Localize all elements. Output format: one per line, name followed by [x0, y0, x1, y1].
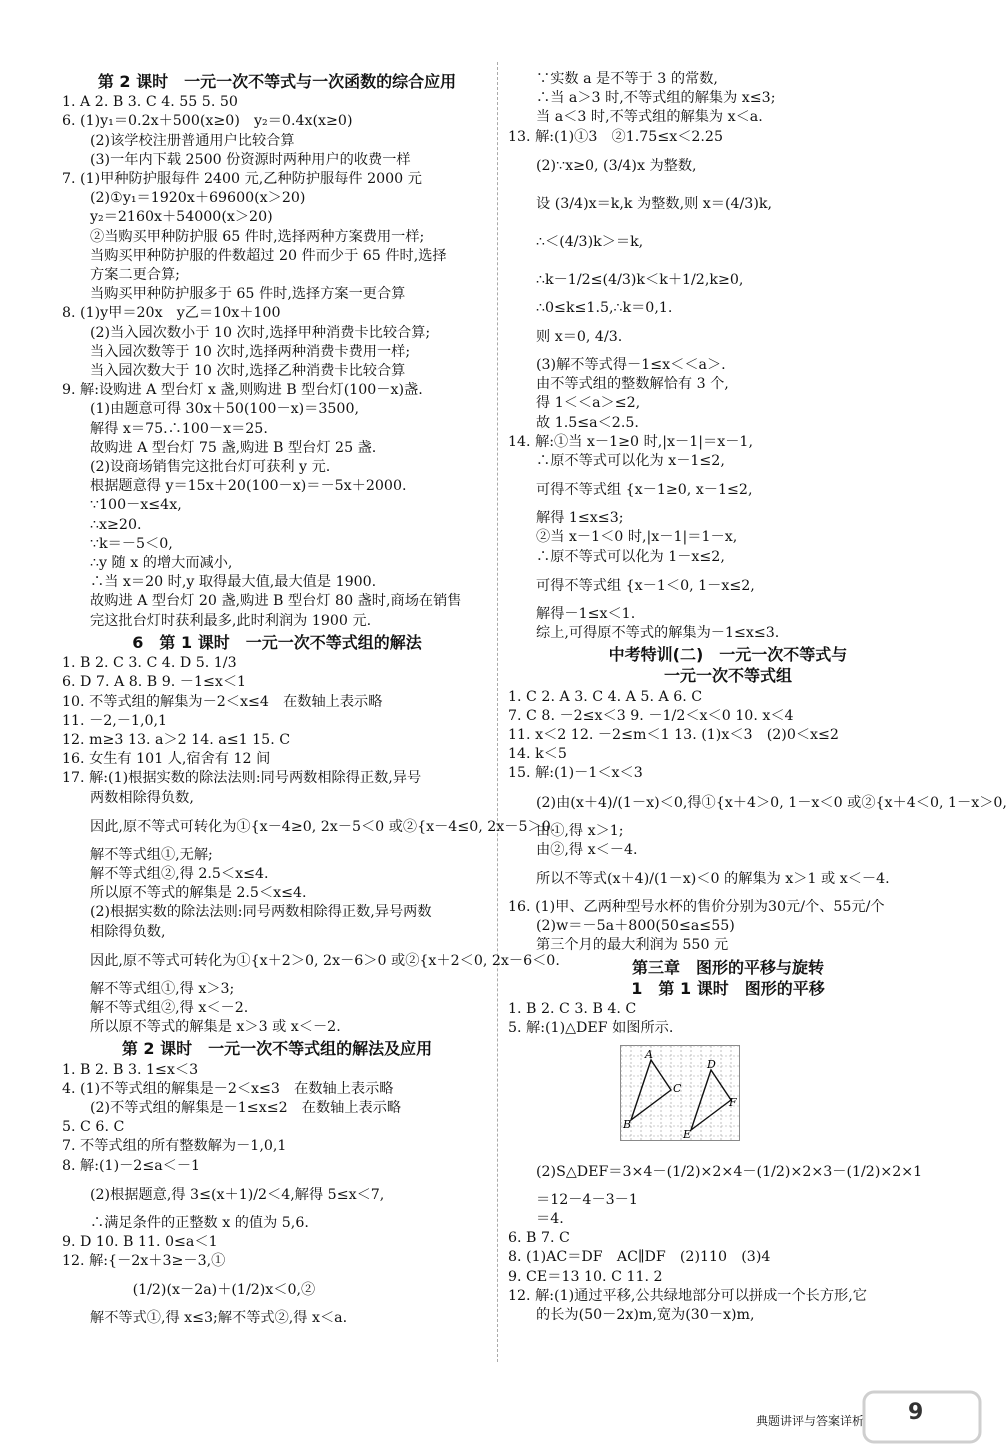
answer-line: 则 x＝0, 4/3.	[536, 329, 623, 346]
answer-line: (2)根据题意,得 3≤(x＋1)/2＜4,解得 5≤x＜7,	[90, 1186, 385, 1203]
answer-line: 解不等式组②,得 2.5＜x≤4.	[90, 865, 269, 882]
answer-line: (2)设商场销售完这批台灯可获利 y 元.	[90, 459, 331, 476]
answer-line: 根据题意得 y＝15x＋20(100－x)＝－5x＋2000.	[90, 478, 407, 495]
answer-line: ∵100－x≤4x,	[90, 497, 182, 514]
answer-line: 故 1.5≤a＜2.5.	[536, 414, 639, 431]
watermark-logo	[862, 1388, 982, 1446]
answer-line: ∴x≥20.	[90, 516, 142, 533]
answer-line: 由①,得 x＞1;	[536, 822, 624, 839]
figure-label-c: C	[673, 1081, 682, 1095]
answer-line: ∴0≤k≤1.5,∴k＝0,1.	[536, 299, 673, 316]
answer-line: 可得不等式组 {x－1＜0, 1－x≤2,	[536, 577, 755, 594]
answer-line: 第三个月的最大利润为 550 元	[536, 937, 729, 954]
page-number: 9	[908, 1400, 924, 1425]
answer-line: (2)不等式组的解集是－1≤x≤2 在数轴上表示略	[90, 1099, 402, 1116]
translation-grid-figure	[620, 1045, 740, 1141]
column-divider	[497, 62, 498, 1362]
answer-line: 当购买甲种防护服的件数超过 20 件而少于 65 件时,选择	[90, 247, 447, 264]
answer-line: 8. (1)AC＝DF AC∥DF (2)110 (3)4	[508, 1249, 771, 1266]
answer-line: ∵k＝－5＜0,	[90, 535, 173, 552]
answer-line: (2)①y₁＝1920x＋69600(x＞20)	[90, 190, 306, 207]
answer-line: ∴当 x＝20 时,y 取得最大值,最大值是 1900.	[90, 574, 377, 591]
answer-line: ∴当 a＞3 时,不等式组的解集为 x≤3;	[536, 90, 776, 107]
answer-line: ∴原不等式可以化为 x－1≤2,	[536, 453, 725, 470]
answer-line: 11. x＜2 12. －2≤m＜1 13. (1)x＜3 (2)0＜x≤2	[508, 727, 839, 744]
answer-line: 当入园次数大于 10 次时,选择乙种消费卡比较合算	[90, 363, 406, 380]
section-heading: 第 2 课时 一元一次不等式组的解法及应用	[121, 1039, 433, 1059]
answer-line: 1. B 2. B 3. 1≤x＜3	[62, 1061, 199, 1078]
answer-line: 解不等式组①,得 x＞3;	[90, 980, 235, 997]
answer-line: 6. B 7. C	[508, 1230, 570, 1247]
figure-label-e: E	[683, 1127, 692, 1141]
answer-line: 9. 解:设购进 A 型台灯 x 盏,则购进 B 型台灯(100－x)盏.	[62, 382, 423, 399]
answer-line: 14. k＜5	[508, 746, 567, 763]
section-heading: 第三章 图形的平移与旋转	[631, 957, 824, 977]
answer-line: 解得 x＝75.∴100－x＝25.	[90, 420, 268, 437]
answer-line: 相除得负数,	[90, 923, 166, 940]
answer-line: 1. B 2. C 3. B 4. C	[508, 1001, 637, 1018]
answer-line: 解得 1≤x≤3;	[536, 510, 624, 527]
answer-line: 13. 解:(1)①3 ②1.75≤x＜2.25	[508, 128, 723, 145]
answer-line: ∴＜(4/3)k＞＝k,	[536, 233, 644, 250]
answer-line: 9. D 10. B 11. 0≤a＜1	[62, 1233, 218, 1250]
answer-line: 所以原不等式的解集是 2.5＜x≤4.	[90, 885, 307, 902]
answer-line: (1/2)(x－2a)＋(1/2)x＜0,②	[90, 1282, 316, 1299]
answer-line: 7. C 8. －2≤x＜3 9. －1/2＜x＜0 10. x＜4	[508, 707, 794, 724]
answer-line: 16. (1)甲、乙两种型号水杯的售价分别为30元/个、55元/个	[508, 899, 885, 916]
answer-line: (2)∵x≥0, (3/4)x 为整数,	[536, 157, 697, 174]
footer-title: 典题讲评与答案详析	[756, 1414, 865, 1428]
answer-line: 15. 解:(1)－1＜x＜3	[508, 765, 643, 782]
answer-line: ②当 x－1＜0 时,|x－1|＝1－x,	[536, 529, 738, 546]
answer-line: 因此,原不等式可转化为①{x＋2＞0, 2x－6＞0 或②{x＋2＜0, 2x－6＜0.	[90, 952, 560, 969]
answer-line: y₂＝2160x＋54000(x＞20)	[90, 209, 273, 226]
answer-line: 4. (1)不等式组的解集是－2＜x≤3 在数轴上表示略	[62, 1080, 394, 1097]
answer-line: (2)根据实数的除法法则:同号两数相除得正数,异号两数	[90, 904, 432, 921]
answer-line: 9. CE＝13 10. C 11. 2	[508, 1268, 663, 1285]
answer-line: 的长为(50－2x)m,宽为(30－x)m,	[536, 1306, 755, 1323]
answer-line: ∴y 随 x 的增大而减小,	[90, 555, 233, 572]
answer-line: 12. 解:{－2x＋3≥－3,①	[62, 1253, 226, 1270]
answer-line: 两数相除得负数,	[90, 789, 194, 806]
answer-line: (2)S△DEF＝3×4－(1/2)×2×4－(1/2)×2×3－(1/2)×2×1	[536, 1163, 923, 1180]
answer-line: (2)由(x＋4)/(1－x)＜0,得①{x＋4＞0, 1－x＜0 或②{x＋4＜0, 1－x＞0,	[536, 794, 1007, 811]
answer-line: (3)一年内下载 2500 份资源时两种用户的收费一样	[90, 151, 411, 168]
answer-line: 12. 解:(1)通过平移,公共绿地部分可以拼成一个长方形,它	[508, 1287, 867, 1304]
section-heading: 1 第 1 课时 图形的平移	[631, 978, 825, 998]
answer-line: 综上,可得原不等式的解集为－1≤x≤3.	[536, 625, 780, 642]
answer-line: 5. 解:(1)△DEF 如图所示.	[508, 1020, 674, 1037]
answer-line: 方案二更合算;	[90, 267, 180, 284]
answer-line: 设 (3/4)x＝k,k 为整数,则 x＝(4/3)k,	[536, 195, 772, 212]
figure-label-f: F	[729, 1095, 737, 1109]
answer-line: (2)当入园次数小于 10 次时,选择甲种消费卡比较合算;	[90, 324, 431, 341]
right-answer-column	[508, 70, 1007, 1325]
section-heading: 一元一次不等式组	[663, 666, 792, 686]
answer-line: 故购进 A 型台灯 75 盏,购进 B 型台灯 25 盏.	[90, 439, 377, 456]
answer-line: 8. (1)y甲＝20x y乙＝10x＋100	[62, 305, 281, 322]
answer-line: (3)解不等式得－1≤x＜＜a＞.	[536, 357, 726, 374]
answer-line: 所以原不等式的解集是 x＞3 或 x＜－2.	[90, 1019, 341, 1036]
answer-line: 1. C 2. A 3. C 4. A 5. A 6. C	[508, 688, 703, 705]
answer-line: 1. A 2. B 3. C 4. 55 5. 50	[62, 94, 238, 111]
answer-line: ∴满足条件的正整数 x 的值为 5,6.	[90, 1214, 309, 1231]
answer-line: 由不等式组的整数解恰有 3 个,	[536, 376, 729, 393]
answer-line: 5. C 6. C	[62, 1119, 125, 1136]
answer-line: 17. 解:(1)根据实数的除法法则:同号两数相除得正数,异号	[62, 770, 422, 787]
answer-line: 当 a＜3 时,不等式组的解集为 x＜a.	[536, 109, 763, 126]
section-heading: 第 2 课时 一元一次不等式与一次函数的综合应用	[97, 72, 457, 91]
section-heading: 中考特训(二) 一元一次不等式与	[608, 645, 848, 665]
answer-line: (2)w＝－5a＋800(50≤a≤55)	[536, 918, 735, 935]
answer-line: 因此,原不等式可转化为①{x－4≥0, 2x－5＜0 或②{x－4≤0, 2x－5＞0.	[90, 818, 556, 835]
answer-line: 解不等式组①,无解;	[90, 846, 213, 863]
answer-line: 12. m≥3 13. a＞2 14. a≤1 15. C	[62, 731, 291, 748]
answer-line: 6. D 7. A 8. B 9. －1≤x＜1	[62, 674, 247, 691]
answer-line: 16. 女生有 101 人,宿舍有 12 间	[62, 751, 271, 768]
answer-line: 当购买甲种防护服多于 65 件时,选择方案一更合算	[90, 286, 406, 303]
answer-line: 10. 不等式组的解集为－2＜x≤4 在数轴上表示略	[62, 693, 383, 710]
answer-line: 11. －2,－1,0,1	[62, 712, 168, 729]
answer-line: 当入园次数等于 10 次时,选择两种消费卡费用一样;	[90, 343, 411, 360]
answer-line: 故购进 A 型台灯 20 盏,购进 B 型台灯 80 盏时,商场在销售	[90, 593, 462, 610]
figure-label-a: A	[645, 1047, 653, 1061]
answer-line: ∵实数 a 是不等于 3 的常数,	[536, 71, 718, 87]
answer-line: 8. 解:(1)－2≤a＜－1	[62, 1157, 201, 1174]
answer-line: (2)该学校注册普通用户比较合算	[90, 132, 295, 149]
answer-line: 7. 不等式组的所有整数解为－1,0,1	[62, 1138, 287, 1155]
figure-label-d: D	[707, 1057, 716, 1071]
answer-line: 解得－1≤x＜1.	[536, 605, 636, 622]
answer-line: 由②,得 x＜－4.	[536, 841, 638, 858]
answer-line: ∴k－1/2≤(4/3)k＜k＋1/2,k≥0,	[536, 271, 744, 288]
answer-line: 6. (1)y₁＝0.2x＋500(x≥0) y₂＝0.4x(x≥0)	[62, 113, 353, 130]
answer-line: 解不等式①,得 x≤3;解不等式②,得 x＜a.	[90, 1310, 348, 1327]
answer-line: 14. 解:①当 x－1≥0 时,|x－1|＝x－1,	[508, 433, 753, 450]
answer-line: ＝12－4－3－1	[536, 1191, 638, 1208]
answer-line: ②当购买甲种防护服 65 件时,选择两种方案费用一样;	[90, 228, 425, 245]
figure-label-b: B	[623, 1117, 632, 1131]
answer-line: 1. B 2. C 3. C 4. D 5. 1/3	[62, 655, 237, 672]
answer-line: (1)由题意可得 30x＋50(100－x)＝3500,	[90, 401, 359, 418]
answer-line: ∴原不等式可以化为 1－x≤2,	[536, 548, 725, 565]
section-heading: 6 第 1 课时 一元一次不等式组的解法	[132, 632, 422, 652]
answer-line: 所以不等式(x＋4)/(1－x)＜0 的解集为 x＞1 或 x＜－4.	[536, 871, 890, 888]
answer-line: ＝4.	[536, 1210, 564, 1227]
answer-line: 得 1＜＜a＞≤2,	[536, 395, 641, 412]
answer-line: 7. (1)甲种防护服每件 2400 元,乙种防护服每件 2000 元	[62, 171, 422, 188]
answer-line: 解不等式组②,得 x＜－2.	[90, 999, 249, 1016]
answer-line: 完这批台灯时获利最多,此时利润为 1900 元.	[90, 612, 372, 629]
answer-line: 可得不等式组 {x－1≥0, x－1≤2,	[536, 482, 753, 499]
